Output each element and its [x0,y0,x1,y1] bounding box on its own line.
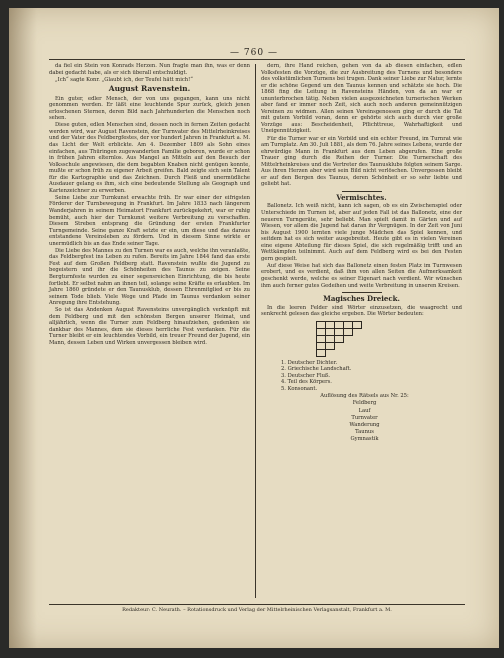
article-paragraph: So ist das Andenken August Ravensteins unvergänglich verknüpft mit dem Feldberg und mit den schönsten Bergen unserer Heimat, und alljährlich, wenn die Turner zum Feldberg hinaufziehen, gedenken sie dankbar des Mannes, dem sie dieses herrliche Fest verdanken. Für die Turner bleibt er ein leuchtendes Vorbild, ein treuer Freund der Jugend, ein Mann, dessen Leben und Wirken unvergessen bleiben wird. [49,307,250,346]
misc-heading: Vermischtes. [336,192,387,202]
column-divider [255,64,256,598]
puzzle-clue: 2. Griechische Landschaft. [281,366,352,373]
intro-quote: „Ich“ sagte Konr. „Glaubt ich, der Teufel hätt mich!“ [55,76,193,83]
solution-item: Wanderung [349,421,380,428]
article-paragraph: Die Liebe des Mannes zu den Turnen war es auch, welche ihn veranlaßte, das Feldbergfest ins Leben zu rufen. Bereits im Jahre 1844 fand das erste Fest auf dem Großen Feldberg statt. Ravenstein wußte die Jugend zu begeistern und ihr die Schönheiten des Taunus zu zeigen. Seine Bergturnfeste wurden zu einer segensreichen Einrichtung, die bis heute fortlebt. Er selbst nahm an ihnen teil, solange seine Kräfte es erlaubten. Im Jahre 1860 gründete er den Taunusklub, dessen Ehrenmitglied er bis zu seinem Tode blieb. Viele Wege und Pfade im Taunus verdanken seiner Anregung ihre Entstehung. [49,247,250,307]
article-paragraph: Ein guter, edler Mensch, der von uns gegangen, kann uns nicht genommen werden. Er läßt eine leuchtende Spur zurück, gleich jenen erloschenen Sternen, deren Bild nach Jahrhunderten die Menschen noch sehen. [49,95,250,122]
section-divider [342,191,382,192]
puzzle-heading: Magisches Dreieck. [323,294,400,304]
article-heading: August Ravenstein. [108,84,191,94]
solution-item: Taunus [355,428,374,435]
solution-item: Feldberg [352,400,377,407]
solution-heading: Auflösung des Rätsels aus Nr. 25: [320,393,409,400]
page-number: — 760 — [230,48,278,58]
imprint-footer: Redakteur: C. Neurath. – Rotationsdruck und Verlag der Mittelrheinischen Verlagsanstalt, Frankfurt a. M. [49,604,465,613]
left-column [49,63,250,598]
puzzle-clue: 1. Deutscher Dichter. [281,359,338,366]
solution-item: Gymnastik [350,435,379,442]
article-paragraph: Diese guten, edlen Menschen sind, dessen noch in fernen Zeiten gedacht werden wird, war August Ravenstein, der Turnvater des Mittelrheinkreises und der Vater des Feldbergfestes, der vor hundert Jahren in Frankfurt a. M. das Licht der Welt erblickte. Am 4. Dezember 1809 als Sohn eines einfachen, aus Thüringen zugewanderten Familie geboren, wurde er schon in frühen Jahren elternlos. Aus Mangel an Mitteln auf den Besuch der Volksschule angewiesen, die dem begabten Knaben nicht genügen konnte, mußte er schon früh zu eigener Arbeit greifen. Bald zeigte sich sein Talent für die Kartographie und das Zeichnen. Durch Fleiß und unermüdliche Ausdauer gelang es ihm, sich eine bedeutende Stellung als Geograph und Kartenzeichner zu erwerben. [49,122,250,194]
intro-paragraph-1: da fiel ein Stein von Konrads Herzen. Nun fragte man ihn, was er denn dabei gedacht habe, als er sich überall entschuldigt. [49,63,250,76]
article-paragraph: Für die Turner war er ein Vorbild und ein echter Freund, im Turnrat wie am Turnplatz. Am 30. Juli 1881, als dem 76. Jahre seines Lebens, wurde der ehrwürdige Mann in Frankfurt aus dem Leben abgerufen. Eine große Trauer ging durch die Reihen der Turner. Die Turnerschaft des Mittelrheinkreises und die Vertreter des Taunusklubs folgten seinem Sarge. Aus ihren Herzen aber wird sein Bild nicht verlöschen. Unvergessen bleibt er auf den Bergen des Taunus, deren Schönheit er so sehr liebte und geliebt hat. [261,135,462,188]
misc-paragraph: Ballonetz. Ich weiß nicht, kann ich sagen, ob es ein Zwischenspiel oder Unterschiede im Turnen ist, aber auf jeden Fall ist das Ballonetz, eine der neueren Turngeräte, sehr beliebt. Man spielt damit in Gärten und auf Wiesen, vor allem die Jugend hat daran ihr Vergnügen. In der Zeit von Juni bis August 1900 lernten viele junge Mädchen das Spiel kennen, und seitdem hat es sich weiter ausgebreitet. Heute gibt es in vielen Vereinen eine eigene Abteilung für dieses Spiel, die sich regelmäßig trifft und an Wettkämpfen teilnimmt. Auch auf dem Feldberg wird es bei den Festen gern gespielt. [261,203,462,262]
article-paragraph: Seine Liebe zur Turnkunst erwachte früh. Er war einer der eifrigsten Förderer der Turnbewegung in Frankfurt. Im Jahre 1833 nach längerem Wanderjahren in seinem Heimatort Frankfurt zurückgekehrt, war er ruhig bemüht, auch hier der Turnkunst weitere Verbreitung zu verschaffen. Diesem Streben entsprang die Gründung der ersten Frankfurter Turngemeinde. Seine ganze Kraft setzte er ein, um diese und das daraus entstandene Vereinsleben zu fördern. Und in diesem Sinne wirkte er unermüdlich bis an das Ende seiner Tage. [49,194,250,247]
puzzle-clue: 3. Deutscher Fluß. [281,372,331,379]
puzzle-grid [316,321,362,357]
newspaper-page [9,8,499,648]
solution-item: Turnvater [351,414,378,421]
puzzle-clues [281,360,462,393]
puzzle-clue: 5. Konsonant. [281,385,318,392]
solution-item: Lauf [358,407,371,414]
misc-paragraph: Auf diese Weise hat sich das Ballonetz einen festen Platz im Turnwesen erobert, und es verdient, daß ihm von allen Seiten die Aufmerksamkeit geschenkt werde, welche es seiner Eigenart nach verdient. Wir wünschen ihm auch ferner gutes Gedeihen und weite Verbreitung in unseren Kreisen. [261,262,462,289]
article-paragraph: dern, ihre Hand reichen, gehen von da ab diesen einfachen, edlen Volksfesten die Vorzüge, die zur Ausbreitung des Turnens und besonders des volkstümlichen Turnens bei trugen. Dank seiner Liebe zur Natur, lernte er die schöne Gegend um den Taunus kennen und schätzte sie hoch. Die 1868 fing die Leitung in Ravensteins Händen, von da an war er ununterbrochen tätig. Neben vielen ausgezeichneten turnerischen Werken aber fand er immer noch Zeit, sich auch noch anderen gemeinnützigen Vereinen zu widmen. Allen seinen Vereinsgenossen ging er durch die Tat mit gutem Vorbild voran, denn er gehörte sich auch durch vier große Vorzüge aus: Bescheidenheit, Pflichttreue, Wahrhaftigkeit und Uneigennützigkeit. [261,63,462,135]
puzzle-clue: 4. Teil des Körpers. [281,379,332,386]
section-divider [342,292,382,293]
header-rule [49,59,465,60]
right-column [261,63,462,598]
puzzle-intro: In die leeren Felder sind Wörter einzusetzen, die waagrecht und senkrecht gelesen das gleiche ergeben. Die Wörter bedeuten: [261,304,462,318]
